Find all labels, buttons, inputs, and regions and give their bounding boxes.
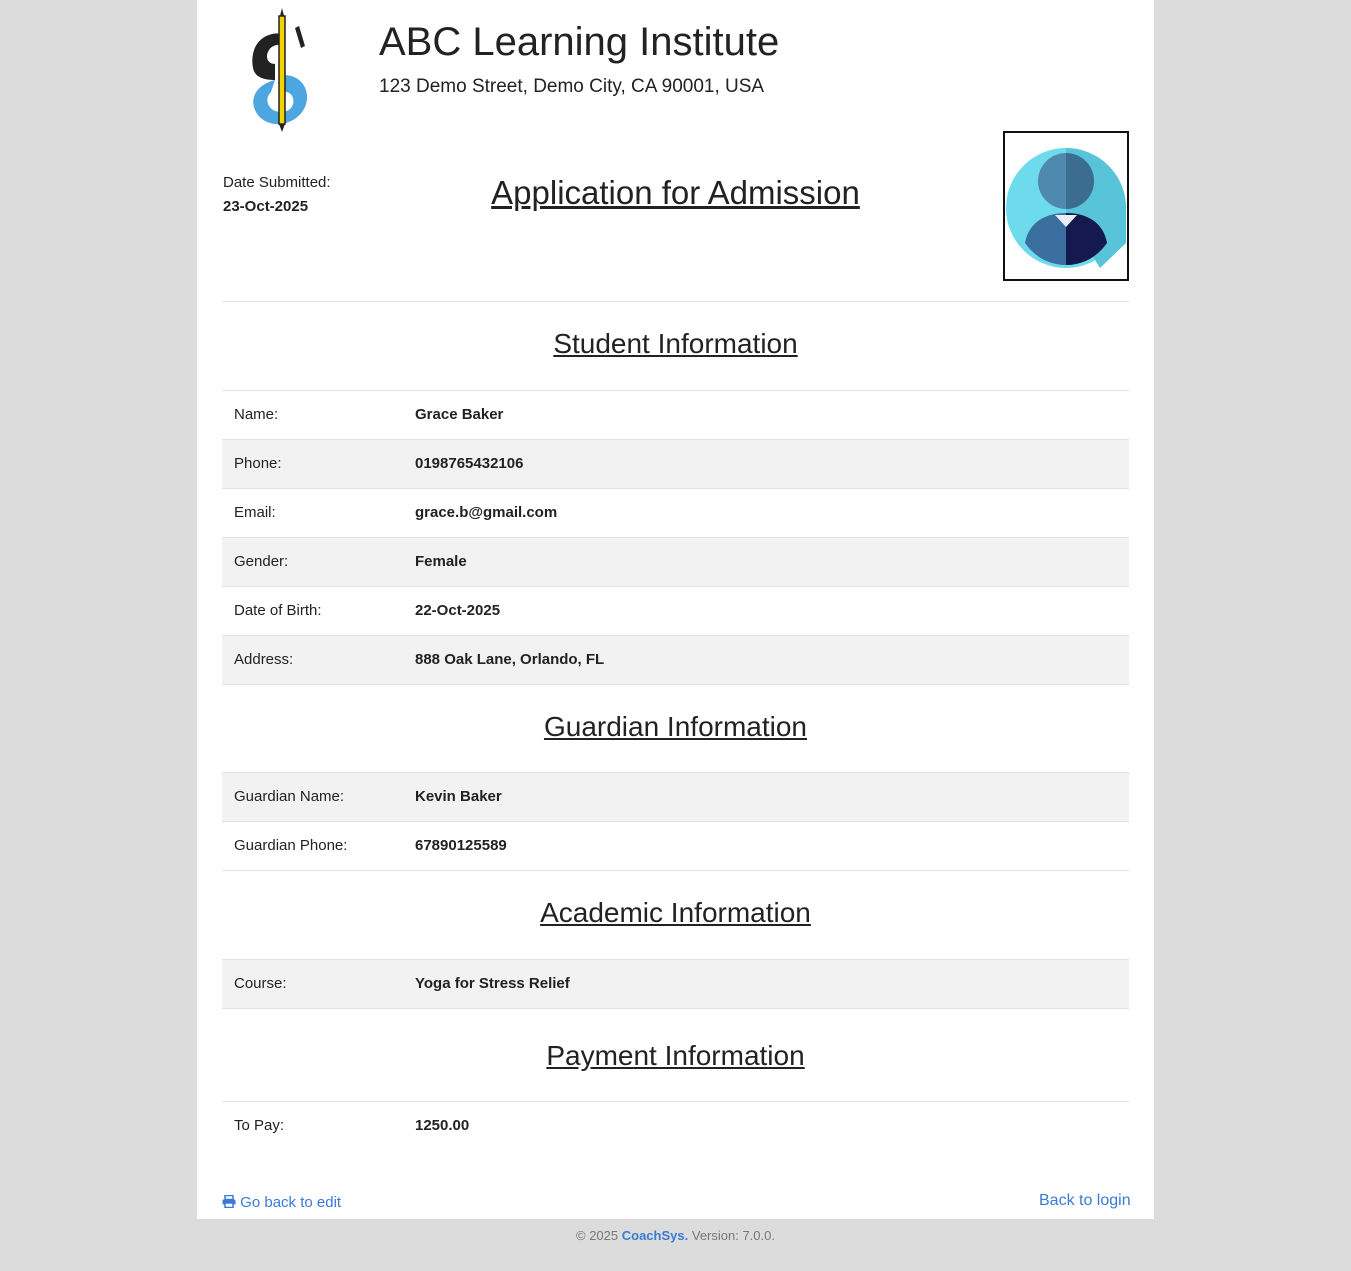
field-label: Gender: — [234, 553, 289, 570]
field-value: 67890125589 — [415, 837, 507, 854]
field-label: Date of Birth: — [234, 602, 322, 619]
field-value: Female — [415, 553, 467, 570]
academic-info-table — [222, 959, 1129, 1009]
field-value: 22-Oct-2025 — [415, 602, 501, 619]
footer — [0, 1228, 1351, 1243]
field-value: Grace Baker — [415, 406, 504, 423]
brand-link[interactable]: CoachSys. — [621, 1228, 689, 1243]
student-info-table — [222, 390, 1129, 685]
field-label: Name: — [234, 406, 279, 423]
back-to-login-link[interactable]: Back to login — [1039, 1192, 1131, 1209]
field-label: Guardian Name: — [234, 788, 345, 805]
table-row — [222, 488, 1129, 537]
table-row — [222, 586, 1129, 635]
field-value: 1250.00 — [415, 1117, 470, 1134]
go-back-to-edit-link[interactable] — [222, 1194, 341, 1211]
field-label: Guardian Phone: — [234, 837, 348, 854]
field-label: Address: — [234, 651, 294, 668]
field-value: 0198765432106 — [415, 455, 524, 472]
field-label: To Pay: — [234, 1117, 285, 1134]
user-avatar-icon — [1005, 133, 1127, 279]
print-icon — [222, 1195, 236, 1208]
payment-info-title: Payment Information — [546, 1040, 805, 1071]
field-value: 888 Oak Lane, Orlando, FL — [415, 651, 605, 668]
applicant-photo — [1003, 131, 1129, 281]
table-row — [222, 390, 1129, 439]
table-row — [222, 1101, 1129, 1150]
institute-address: 123 Demo Street, Demo City, CA 90001, USA — [379, 76, 765, 97]
field-label: Course: — [234, 975, 287, 992]
table-row — [222, 635, 1129, 685]
divider — [222, 301, 1129, 302]
table-row — [222, 439, 1129, 488]
date-submitted-label: Date Submitted: — [223, 174, 331, 191]
table-row — [222, 537, 1129, 586]
table-row — [222, 959, 1129, 1009]
field-value: Kevin Baker — [415, 788, 502, 805]
payment-info-table — [222, 1101, 1129, 1150]
page-title: Application for Admission — [491, 174, 860, 211]
table-row — [222, 772, 1129, 821]
guardian-info-table — [222, 772, 1129, 871]
application-page — [197, 0, 1154, 1219]
guardian-info-title: Guardian Information — [543, 711, 808, 742]
field-value: Yoga for Stress Relief — [415, 975, 570, 992]
field-value: grace.b@gmail.com — [415, 504, 558, 521]
field-label: Email: — [234, 504, 276, 521]
pen-dollar-logo-icon — [245, 6, 317, 132]
version-text: Version: 7.0.0. — [691, 1228, 775, 1243]
go-back-to-edit-label: Go back to edit — [240, 1194, 342, 1211]
student-info-title: Student Information — [553, 328, 798, 359]
copyright-text: © 2025 — [576, 1228, 619, 1243]
institute-name: ABC Learning Institute — [379, 20, 780, 64]
academic-info-title: Academic Information — [540, 897, 811, 928]
table-row — [222, 821, 1129, 871]
field-label: Phone: — [234, 455, 282, 472]
date-submitted-value: 23-Oct-2025 — [223, 198, 309, 215]
